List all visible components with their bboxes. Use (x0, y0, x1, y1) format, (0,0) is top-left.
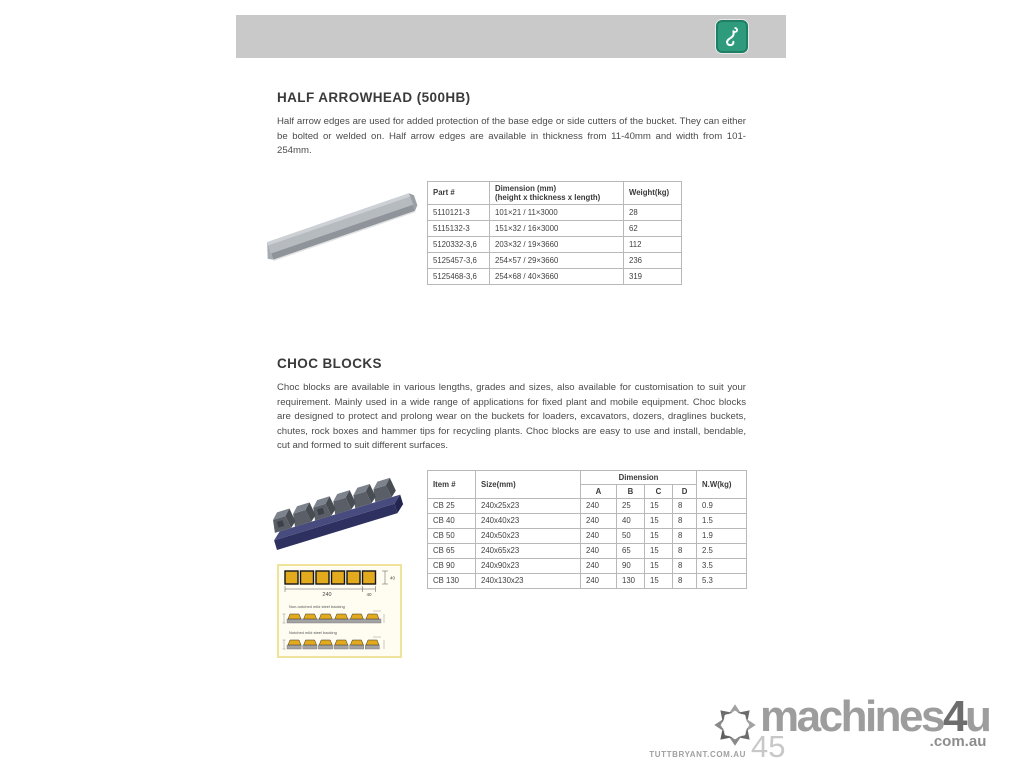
table-cell: CB 25 (428, 498, 476, 513)
col-c: C (645, 484, 673, 498)
col-dimension (490, 181, 624, 204)
table-cell: 5120332-3,6 (428, 236, 490, 252)
choc-blocks-table (427, 470, 747, 589)
table-cell: 112 (624, 236, 682, 252)
table-cell: 3.5 (697, 558, 747, 573)
table-row (428, 252, 682, 268)
table-cell: 90 (617, 558, 645, 573)
dim-segment-label: 40 (366, 591, 372, 597)
table-row (428, 204, 682, 220)
choc-block-figures (277, 470, 427, 658)
dim-height-label: 40 (390, 575, 396, 580)
brand-logo (716, 20, 748, 53)
brand-machines: machines (760, 692, 943, 741)
table-row (428, 268, 682, 284)
brand-tld: .com.au (929, 733, 987, 750)
half-arrowhead-table (427, 181, 682, 285)
table-cell: 240 (581, 558, 617, 573)
section-description: Choc blocks are available in various lengths, grades and sizes, also available for customisation to suit your requirement. Mainly used in a wide range of applications for fixed plant and mobile equipment. Choc blocks are designed to protect and prolong wear on the buckets for loaders, excavators, dozers, draglines buckets, chutes, rock boxes and hammer tips for recycling plants. Choc blocks are easy to use and install, bendable, cut and formed to suit different surfaces. (277, 382, 746, 451)
footer-site-url: TUTTBRYANT.COM.AU (649, 750, 746, 759)
section-half-arrowhead (277, 90, 746, 285)
table-cell: 5110121-3 (428, 204, 490, 220)
table-row (428, 558, 747, 573)
table-cell: 240x65x23 (476, 543, 581, 558)
table-cell: 15 (645, 498, 673, 513)
table-row (428, 498, 747, 513)
table-cell: CB 40 (428, 513, 476, 528)
table-cell: 0.9 (697, 498, 747, 513)
table-cell: 319 (624, 268, 682, 284)
table-row (428, 220, 682, 236)
half-arrowhead-figure (277, 181, 427, 273)
table-cell: 8 (673, 573, 697, 588)
choc-block-technical-drawing (277, 564, 402, 658)
table-cell: CB 65 (428, 543, 476, 558)
machines4u-wordmark (760, 694, 989, 750)
table-cell: 5.3 (697, 573, 747, 588)
table-cell: 203×32 / 19×3660 (490, 236, 624, 252)
table-cell: 240 (581, 573, 617, 588)
col-dimension-group: Dimension (581, 470, 697, 484)
table-header-row (428, 181, 682, 204)
table-row (428, 528, 747, 543)
crane-hook-icon (721, 25, 743, 49)
table-cell: CB 90 (428, 558, 476, 573)
table-cell: 254×68 / 40×3660 (490, 268, 624, 284)
table-cell: 240 (581, 498, 617, 513)
col-d: D (673, 484, 697, 498)
table-cell: 240x40x23 (476, 513, 581, 528)
table-cell: 5115132-3 (428, 220, 490, 236)
col-weight: Weight(kg) (624, 181, 682, 204)
section-description: Half arrow edges are used for added protection of the base edge or side cutters of the bucket. They can either be bolted or welded on. Half arrow edges are available in thickness from 11-40mm and width from 101-254mm. (277, 116, 746, 156)
table-cell: 8 (673, 498, 697, 513)
table-cell: 240 (581, 543, 617, 558)
table-cell: 40 (617, 513, 645, 528)
table-header-row (428, 470, 747, 484)
table-cell: 1.5 (697, 513, 747, 528)
col-b: B (617, 484, 645, 498)
table-cell: 8 (673, 528, 697, 543)
table-cell: 240x90x23 (476, 558, 581, 573)
table-cell: 25 (617, 498, 645, 513)
drawing-top-view (281, 569, 398, 602)
table-cell: 240x130x23 (476, 573, 581, 588)
table-cell: 5125468-3,6 (428, 268, 490, 284)
section-title: HALF ARROWHEAD (500HB) (277, 90, 471, 105)
table-cell: 15 (645, 513, 673, 528)
half-arrowhead-product-image (263, 181, 421, 273)
choc-block-product-image (263, 470, 415, 560)
table-cell: 8 (673, 543, 697, 558)
section-title: CHOC BLOCKS (277, 356, 382, 371)
dim-total-label: 240 (322, 591, 332, 598)
table-cell: CB 130 (428, 573, 476, 588)
table-row (428, 236, 682, 252)
table-cell: 50 (617, 528, 645, 543)
brand-u: u (964, 692, 990, 741)
page-number: 45 (751, 729, 786, 764)
col-a: A (581, 484, 617, 498)
table-cell: 65 (617, 543, 645, 558)
table-cell: 130 (617, 573, 645, 588)
table-row (428, 573, 747, 588)
table-cell: CB 50 (428, 528, 476, 543)
table-cell: 240 (581, 513, 617, 528)
table-cell: 8 (673, 513, 697, 528)
col-dimension-line1: Dimension (mm) (495, 183, 557, 193)
table-cell: 5125457-3,6 (428, 252, 490, 268)
drawing-side-view-nonnotched (281, 602, 398, 628)
col-part: Part # (428, 181, 490, 204)
drawing-side-view-notched (281, 628, 398, 654)
table-cell: 2.5 (697, 543, 747, 558)
table-cell: 15 (645, 543, 673, 558)
table-cell: 236 (624, 252, 682, 268)
table-cell: 62 (624, 220, 682, 236)
table-cell: 15 (645, 528, 673, 543)
notched-label: Notched mild steel backing (289, 629, 337, 635)
table-cell: 8 (673, 558, 697, 573)
table-cell: 151×32 / 16×3000 (490, 220, 624, 236)
table-cell: 15 (645, 573, 673, 588)
table-row (428, 513, 747, 528)
table-cell: 15 (645, 558, 673, 573)
col-item: Item # (428, 470, 476, 498)
table-cell: 240x25x23 (476, 498, 581, 513)
table-cell: 101×21 / 11×3000 (490, 204, 624, 220)
table-cell: 28 (624, 204, 682, 220)
col-nw: N.W(kg) (697, 470, 747, 498)
table-cell: 254×57 / 29×3660 (490, 252, 624, 268)
section-choc-blocks (277, 356, 746, 658)
nonnotched-label: Non-notched mild steel backing (289, 603, 345, 609)
table-cell: 240x50x23 (476, 528, 581, 543)
brand-4: 4 (942, 692, 965, 741)
col-dimension-line2: (height x thickness x length) (495, 192, 601, 202)
col-size: Size(mm) (476, 470, 581, 498)
table-row (428, 543, 747, 558)
table-cell: 1.9 (697, 528, 747, 543)
header-bar (236, 15, 786, 58)
table-cell: 240 (581, 528, 617, 543)
